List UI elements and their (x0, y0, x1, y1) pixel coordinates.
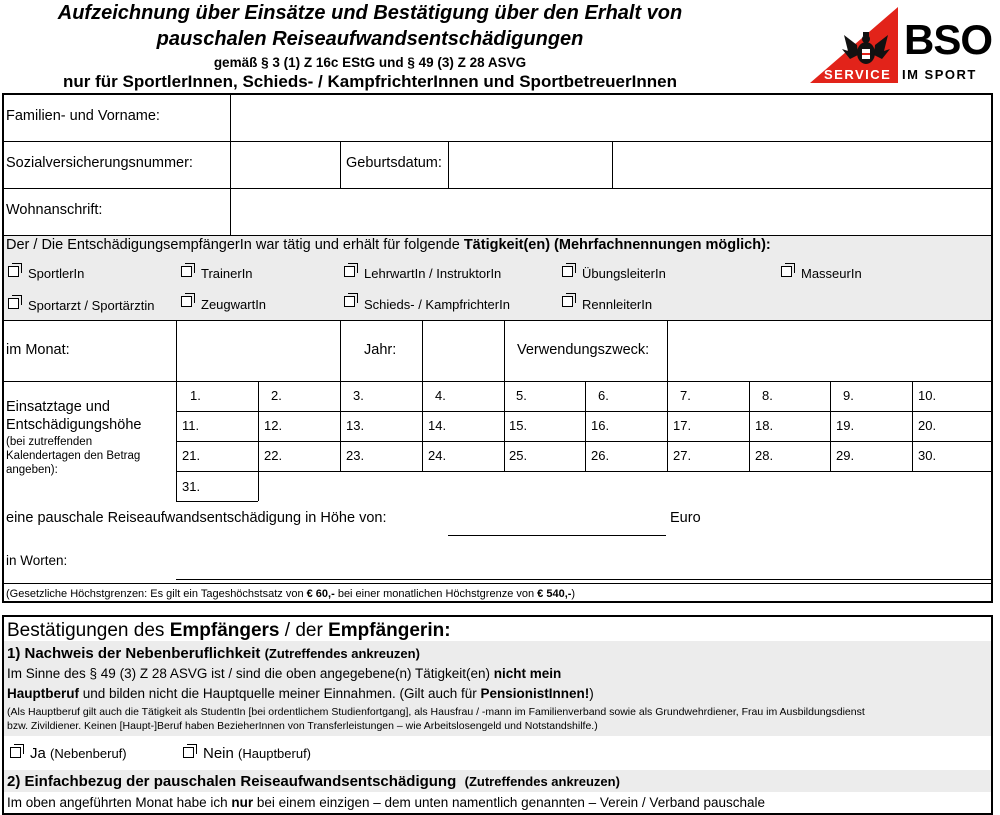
role-label: ZeugwartIn (201, 297, 267, 312)
section-1-title: 1) Nachweis der Nebenberuflichkeit (Zutreffendes ankreuzen) (7, 645, 420, 662)
birthdate-label: Geburtsdatum: (346, 155, 442, 171)
day-21[interactable]: 21. (182, 448, 201, 463)
birthdate-field[interactable] (452, 143, 610, 185)
day-11[interactable]: 11. (182, 418, 200, 433)
section-2-title: 2) Einfachbezug der pauschalen Reiseaufwandsentschädigung (Zutreffendes ankreuzen) (7, 773, 620, 790)
day-31[interactable]: 31. (182, 479, 201, 494)
section-2-text-line-1: Im oben angeführten Monat habe ich nur bei einem einzigen – dem unten namentlich genannten – Verein / Verband pauschale (7, 795, 766, 810)
day-29[interactable]: 29. (836, 448, 855, 463)
day-4[interactable]: 4. (435, 388, 446, 403)
role-label: TrainerIn (201, 266, 253, 281)
section-1-note-line-1: (Als Hauptberuf gilt auch die Tätigkeit als StudentIn [bei ordentlichem Studienfortgang], als Hausfrau / -mann im Familienverband sowie als Grundwehrdiener, Frau im Ausbildungsdienst (7, 706, 865, 718)
day-7[interactable]: 7. (680, 388, 691, 403)
name-label: Familien- und Vorname: (6, 108, 160, 124)
year-field[interactable] (426, 324, 500, 378)
day-6[interactable]: 6. (598, 388, 609, 403)
confirmation-title: Bestätigungen des Empfängers / der Empfängerin: (7, 620, 451, 641)
logo-bso-text: BSO (904, 16, 993, 63)
yes-option-label: Ja (Nebenberuf) (30, 745, 127, 762)
svnr-field[interactable] (234, 143, 338, 185)
month-label: im Monat: (6, 342, 70, 358)
checkbox-trainerin[interactable] (181, 266, 192, 277)
activity-intro: Der / Die EntschädigungsempfängerIn war tätig und erhält für folgende Tätigkeit(en) (Mehrfachnennungen möglich): (6, 237, 771, 253)
checkbox-zeugwartin[interactable] (181, 296, 192, 307)
address-label: Wohnanschrift: (6, 202, 103, 218)
name-field[interactable] (236, 99, 986, 137)
role-label: LehrwartIn / InstruktorIn (364, 266, 502, 281)
day-26[interactable]: 26. (591, 448, 610, 463)
role-label: MasseurIn (801, 266, 862, 281)
checkbox-sportarzt[interactable] (8, 298, 19, 309)
day-8[interactable]: 8. (762, 388, 773, 403)
checkbox-ja-nebenberuf[interactable] (10, 747, 21, 758)
checkbox-rennleiterin[interactable] (562, 296, 573, 307)
words-label: in Worten: (6, 553, 68, 568)
checkbox-uebungsleiterin[interactable] (562, 266, 573, 277)
svnr-label: Sozialversicherungsnummer: (6, 155, 193, 171)
checkbox-sportlerin[interactable] (8, 266, 19, 277)
section-1-note-line-2: bzw. Zivildiener. Keinen [Haupt-]Beruf haben BezieherInnen von Transferleistungen – wie Arbeitslosengeld und Notstandshilfe.) (7, 720, 598, 732)
checkbox-schiedsrichterin[interactable] (344, 296, 355, 307)
month-field[interactable] (180, 324, 336, 378)
words-field[interactable] (180, 543, 988, 577)
day-25[interactable]: 25. (509, 448, 528, 463)
day-16[interactable]: 16. (591, 418, 610, 433)
checkbox-nein-hauptberuf[interactable] (183, 747, 194, 758)
days-note: (bei zutreffenden Kalendertagen den Betrag angeben): (6, 436, 141, 476)
day-23[interactable]: 23. (346, 448, 365, 463)
confirmation-section (2, 615, 993, 815)
amount-field[interactable] (448, 505, 666, 533)
year-label: Jahr: (364, 342, 397, 358)
role-label: Sportarzt / Sportärztin (28, 298, 155, 313)
day-17[interactable]: 17. (673, 418, 692, 433)
legal-reference: gemäß § 3 (1) Z 16c EStG und § 49 (3) Z 28 ASVG (213, 55, 527, 70)
title-line-1: Aufzeichnung über Einsätze und Bestätigung über den Erhalt von (57, 2, 683, 24)
role-label: Schieds- / KampfrichterIn (364, 297, 510, 312)
days-label-1: Einsatztage und (6, 399, 110, 415)
purpose-field[interactable] (671, 324, 987, 378)
checkbox-masseurin[interactable] (781, 266, 792, 277)
legal-limits-note: (Gesetzliche Höchstgrenzen: Es gilt ein Tageshöchstsatz von € 60,- bei einer monatlichen Höchstgrenze von € 540,-) (6, 588, 576, 600)
logo-sport-text: IM SPORT (902, 67, 977, 82)
day-22[interactable]: 22. (264, 448, 283, 463)
role-label: SportlerIn (28, 266, 85, 281)
day-12[interactable]: 12. (264, 418, 283, 433)
day-15[interactable]: 15. (509, 418, 528, 433)
day-19[interactable]: 19. (836, 418, 855, 433)
day-10[interactable]: 10. (918, 388, 937, 403)
no-option-label: Nein (Hauptberuf) (203, 745, 312, 762)
role-label: ÜbungsleiterIn (582, 266, 666, 281)
logo-service-text: SERVICE (824, 67, 892, 82)
day-20[interactable]: 20. (918, 418, 937, 433)
day-5[interactable]: 5. (516, 388, 527, 403)
bso-logo (808, 5, 998, 85)
day-30[interactable]: 30. (918, 448, 937, 463)
day-3[interactable]: 3. (353, 388, 364, 403)
role-label: RennleiterIn (582, 297, 653, 312)
purpose-label: Verwendungszweck: (517, 342, 650, 358)
day-28[interactable]: 28. (755, 448, 774, 463)
audience-line: nur für SportlerInnen, Schieds- / KampfrichterInnen und SportbetreuerInnen (63, 72, 677, 91)
days-label-2: Entschädigungshöhe (6, 417, 142, 433)
day-14[interactable]: 14. (428, 418, 447, 433)
day-27[interactable]: 27. (673, 448, 692, 463)
amount-label: eine pauschale Reiseaufwandsentschädigung in Höhe von: (6, 510, 387, 526)
section-1-text-line-2: Hauptberuf und bilden nicht die Hauptquelle meiner Einnahmen. (Gilt auch für PensionistInnen!) (7, 686, 594, 701)
form-frame (2, 93, 993, 603)
title-line-2: pauschalen Reiseaufwandsentschädigungen (156, 28, 584, 50)
address-field[interactable] (236, 191, 986, 231)
day-24[interactable]: 24. (428, 448, 447, 463)
checkbox-lehrwartin[interactable] (344, 266, 355, 277)
currency-label: Euro (670, 510, 701, 526)
day-13[interactable]: 13. (346, 418, 365, 433)
day-9[interactable]: 9. (843, 388, 854, 403)
day-2[interactable]: 2. (271, 388, 282, 403)
day-1[interactable]: 1. (190, 388, 201, 403)
section-1-text-line-1: Im Sinne des § 49 (3) Z 28 ASVG ist / sind die oben angegebene(n) Tätigkeit(en) nicht mein (7, 666, 562, 681)
day-18[interactable]: 18. (755, 418, 774, 433)
